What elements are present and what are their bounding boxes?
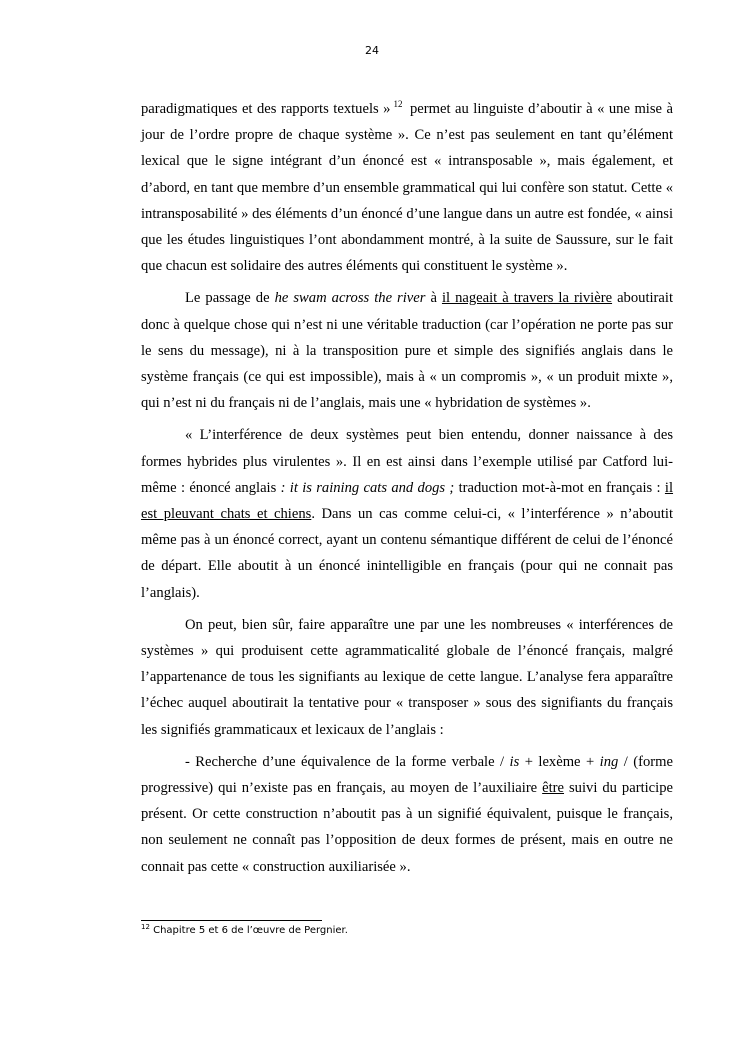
p5-text-e: / (forme progressive) qui n’existe pas en français, au moyen de l’auxiliaire [141,753,673,797]
footnote-number: 12 [141,923,150,931]
footnote-text: Chapitre 5 et 6 de l’œuvre de Pergnier. [149,925,348,936]
english-idiom: : it is raining cats and dogs ; [280,479,455,496]
footnote [141,925,673,936]
term-etre: être [542,780,565,797]
footnote-separator [141,920,322,921]
paragraph-2 [141,285,673,416]
page-number: 24 [365,44,379,57]
paragraph-5 [141,749,673,880]
term-is: is [509,753,520,770]
p5-text-g: suivi du participe présent. Or cette construction n’aboutit pas à un signifié équivalent, puisque le français, non seulement ne connaît pas l’opposition de deux formes de présent, mais en outre ne connait pas cette « construction auxiliarisée ». [141,780,673,875]
footnote-reference: 12 [393,99,403,109]
p1-text-b: permet au linguiste d’aboutir à « une mise à jour de l’ordre propre de chaque système ». Ce n’est pas seulement en tant qu’élément lexical que le signe intégrant d’un énoncé est « intransposable », mais également, et d’abord, en tant que membre d’un ensemble grammatical qui lui confère son statut. Cette « intransposabilité » des éléments d’un énoncé d’une langue dans un autre est fondée, « ainsi que les études linguistiques l’ont abondamment montré, à la suite de Saussure, sur le fait que chacun est solidaire des autres éléments qui constituent le système ». [141,101,673,275]
p3-text-c: traduction mot-à-mot en français : [454,479,665,496]
p3-text-a: « L’interférence de deux systèmes peut bien entendu, donner naissance à des formes hybrides plus virulentes ». Il en est ainsi dans l’exemple utilisé par Catford lui-même : énoncé anglais [141,427,673,496]
literal-translation: il est pleuvant chats et chiens [141,479,674,523]
p2-text-a: Le passage de [185,290,275,307]
p3-text-e: . Dans un cas comme celui-ci, « l’interférence » n’aboutit même pas à un énoncé correct, ayant un contenu sémantique différent de celui de l’énoncé de départ. Elle aboutit à un énoncé inintelligible en français (pour qui ne connait pas l’anglais). [141,506,673,601]
body-text [141,96,673,886]
p5-text-c: + lexème + [519,753,600,770]
p2-text-c: à [425,290,442,307]
p5-text-a: - Recherche d’une équivalence de la forme verbale / [185,753,510,770]
p1-text-a: paradigmatiques et des rapports textuels » [141,101,391,117]
paragraph-4: On peut, bien sûr, faire apparaître une par une les nombreuses « interférences de systèmes » qui produisent cette agrammaticalité globale de l’énoncé français, malgré l’appartenance de tous les signifiants au lexique de cette langue. L’analyse fera apparaître l’échec auquel aboutirait la tentative pour « transposer » sous des signifiants du français les signifiés grammaticaux et lexicaux de l’anglais : [141,616,673,738]
p2-text-e: aboutirait donc à quelque chose qui n’est ni une véritable traduction (car l’opération ne porte pas sur le sens du message), ni à la transposition pure et simple des signifiés anglais dans le système français (ce qui est impossible), mais à « un compromis », « un produit mixte », qui n’est ni du français ni de l’anglais, mais une « hybridation de systèmes ». [141,290,673,412]
paragraph-1 [141,96,673,279]
french-phrase: il nageait à travers la rivière [441,290,613,307]
term-ing: ing [599,753,619,770]
paragraph-3 [141,422,673,605]
english-phrase: he swam across the river [274,290,426,307]
